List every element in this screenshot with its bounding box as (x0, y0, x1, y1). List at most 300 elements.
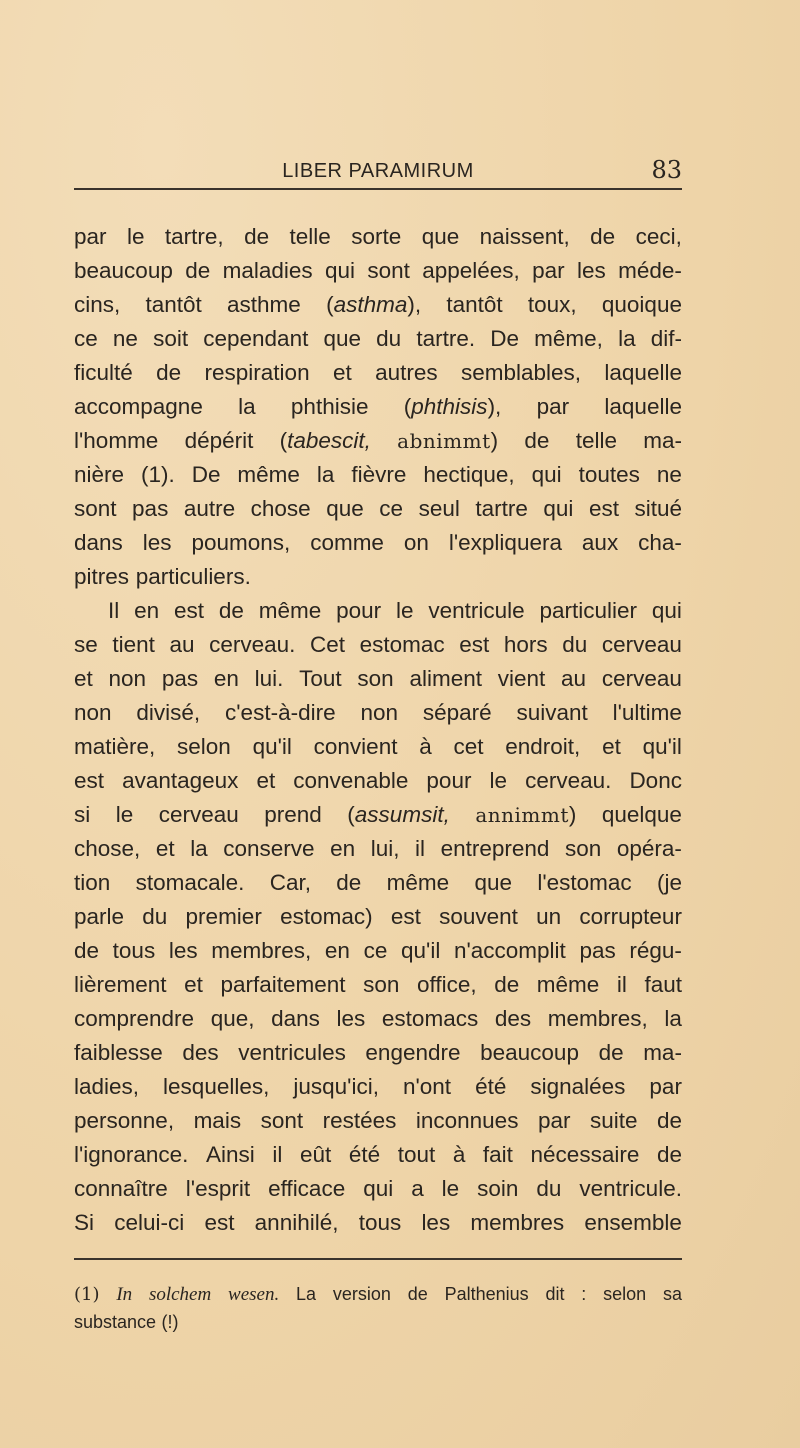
word: cins, (74, 292, 121, 317)
word: quelque (601, 802, 682, 827)
word: comme (310, 530, 384, 555)
word: cerveau (158, 802, 239, 827)
word: appelées, (422, 258, 520, 283)
word: aliment (409, 666, 482, 691)
footnote-marker: (1) (74, 1284, 100, 1305)
word: respiration (204, 360, 310, 385)
text-line (74, 866, 682, 900)
word: ce (363, 938, 388, 963)
word: du (562, 632, 588, 657)
word: est (459, 632, 490, 657)
word: été (475, 1074, 507, 1099)
text-line (74, 594, 682, 628)
word: laquelle (604, 360, 682, 385)
latin-term: asthma (333, 292, 408, 317)
word: et (74, 666, 93, 691)
word: estomacs (381, 1006, 479, 1031)
word: à (419, 734, 432, 759)
word: de (590, 224, 616, 249)
word: beaucoup (480, 1040, 579, 1065)
word: Car, (269, 870, 311, 895)
word: chose, (74, 836, 141, 861)
word: parfaitement (220, 972, 346, 997)
word: se (74, 632, 98, 657)
word: ne (112, 326, 138, 351)
word: non (108, 666, 147, 691)
word: au (169, 632, 195, 657)
word: pour (426, 768, 472, 793)
word: selon (177, 734, 231, 759)
word: est (173, 598, 204, 623)
word: Si (74, 1210, 95, 1235)
word: par (649, 1074, 682, 1099)
body-text (74, 220, 682, 1240)
word: dif- (650, 326, 682, 351)
word: de (494, 972, 520, 997)
word: tartre (475, 496, 528, 521)
text-line (74, 390, 682, 424)
word: qu'il (401, 938, 441, 963)
word: régu- (629, 938, 682, 963)
word: hors (503, 632, 548, 657)
word: qui (543, 496, 574, 521)
word: pas (579, 938, 616, 963)
word: est (204, 1210, 235, 1235)
word: lièrement (74, 972, 167, 997)
word: hectique, (423, 462, 515, 487)
word: les (142, 530, 172, 555)
word: prend (264, 802, 322, 827)
word: jusqu'ici, (293, 1074, 379, 1099)
footnote-line (74, 1280, 682, 1308)
word: cerveau (601, 632, 682, 657)
word: il (415, 836, 426, 861)
footnote-rule (74, 1258, 682, 1260)
word: et (184, 972, 203, 997)
text-line (74, 1070, 682, 1104)
word: pitres (74, 564, 130, 589)
word: ma- (643, 428, 682, 453)
text-line (74, 356, 682, 390)
word: particuliers. (135, 564, 251, 589)
word: stomacale. (135, 870, 245, 895)
word: membres, (211, 938, 312, 963)
word: poumons, (191, 530, 291, 555)
word: en (213, 666, 239, 691)
word: et (256, 768, 276, 793)
word: sorte (351, 224, 402, 249)
word: nière (74, 462, 125, 487)
word: suivant (516, 700, 588, 725)
word: n'accomplit (453, 938, 566, 963)
word: la (618, 326, 636, 351)
word: son (565, 836, 602, 861)
word: ventricule (428, 598, 525, 623)
word: et (155, 836, 175, 861)
word: en (324, 938, 350, 963)
word: de (218, 598, 244, 623)
word: cependant (203, 326, 309, 351)
word: annihilé, (254, 1210, 339, 1235)
word: non (360, 700, 398, 725)
word: été (348, 1142, 381, 1167)
word: (assumsit, (347, 802, 450, 827)
word: au (561, 666, 587, 691)
word: lesquelles, (163, 1074, 270, 1099)
word: est (588, 496, 619, 521)
word: sa (662, 1284, 682, 1304)
word: faiblesse (74, 1040, 163, 1065)
text-line (74, 288, 682, 322)
word: ficulté (74, 360, 133, 385)
word: par (74, 224, 107, 249)
word: du (536, 1176, 562, 1201)
word: estomac (359, 632, 445, 657)
word: n'ont (402, 1074, 452, 1099)
text-line (74, 764, 682, 798)
word: vient (497, 666, 546, 691)
footnotes (74, 1280, 682, 1336)
word: la (316, 462, 335, 487)
word: accompagne (74, 394, 203, 419)
word: de (244, 224, 270, 249)
word: premier (185, 904, 262, 929)
word: De (490, 326, 520, 351)
word: nécessaire (530, 1142, 640, 1167)
word: l'estomac (537, 870, 632, 895)
word: qui (651, 598, 682, 623)
word: lui, (370, 836, 400, 861)
word: signalées (530, 1074, 626, 1099)
word: les (421, 1210, 451, 1235)
word: lui. (254, 666, 284, 691)
word: ventricule. (579, 1176, 682, 1201)
word: corrupteur (579, 904, 682, 929)
word: semblables, (460, 360, 582, 385)
word: comprendre (74, 1006, 195, 1031)
word: est (74, 768, 105, 793)
word: asthme (227, 292, 301, 317)
text-line (74, 1172, 682, 1206)
word: chose (250, 496, 311, 521)
word: avantageux (122, 768, 239, 793)
page-header (74, 150, 682, 186)
word: de (656, 1142, 682, 1167)
word: suite (589, 1108, 638, 1133)
word: aux (581, 530, 619, 555)
word: celui-ci (114, 1210, 185, 1235)
word: entreprend (440, 836, 550, 861)
word: que, (210, 1006, 255, 1031)
text-line (74, 254, 682, 288)
word: ensemble (584, 1210, 682, 1235)
latin-term: assumsit, (354, 802, 450, 827)
word: telle (575, 428, 617, 453)
word: opéra- (616, 836, 682, 861)
word: phthisie (290, 394, 369, 419)
word: même (536, 972, 600, 997)
word: tous (358, 1210, 402, 1235)
word: que (323, 326, 362, 351)
word: même (237, 462, 300, 487)
word: de (74, 938, 100, 963)
word: autre (183, 496, 236, 521)
word: substance (74, 1312, 157, 1332)
latin-term: wesen. (228, 1284, 280, 1305)
word: cerveau. (525, 768, 612, 793)
word: par (536, 394, 570, 419)
word: convient (313, 734, 398, 759)
word: annimmt) (475, 802, 577, 827)
word: soin (477, 1176, 519, 1201)
word: si (74, 802, 91, 827)
word: tout (397, 1142, 436, 1167)
word: fait (482, 1142, 513, 1167)
word: (phthisis), (403, 394, 502, 419)
text-line (74, 492, 682, 526)
word: par (537, 1108, 571, 1133)
word: souvent (439, 904, 518, 929)
word: de (156, 360, 182, 385)
word: fièvre (351, 462, 407, 487)
word: inconnues (415, 1108, 519, 1133)
word: en (330, 836, 356, 861)
word: (asthma), (326, 292, 422, 317)
word: l'esprit (185, 1176, 251, 1201)
word: : (581, 1284, 587, 1304)
word: connaître (74, 1176, 168, 1201)
word: efficace (268, 1176, 346, 1201)
word: il (272, 1142, 283, 1167)
word: Palthenius (444, 1284, 529, 1304)
word: Ainsi (205, 1142, 255, 1167)
text-line (74, 526, 682, 560)
word: tartre, (164, 224, 224, 249)
word: et (332, 360, 352, 385)
word: (tabescit, (279, 428, 371, 453)
word: le (441, 1176, 460, 1201)
word: autres (375, 360, 438, 385)
word: dans (74, 530, 123, 555)
word: les (577, 258, 606, 283)
text-line (74, 1138, 682, 1172)
word: naissent, (479, 224, 570, 249)
text-line (74, 322, 682, 356)
latin-term: In (116, 1284, 133, 1305)
text-line (74, 1036, 682, 1070)
word: le (115, 802, 134, 827)
word: divisé, (136, 700, 201, 725)
word: même, (534, 326, 603, 351)
word: ventricules (238, 1040, 346, 1065)
word: toux, (527, 292, 577, 317)
word: engendre (365, 1040, 461, 1065)
word: pas (161, 666, 199, 691)
word: dit (545, 1284, 565, 1304)
word: membres (470, 1210, 565, 1235)
word: maladies (222, 258, 313, 283)
word: que (474, 870, 513, 895)
word: sont (367, 258, 410, 283)
latin-term: solchem (148, 1284, 212, 1305)
text-line (74, 220, 682, 254)
word: que (326, 496, 364, 521)
word: en (134, 598, 160, 623)
text-line (74, 968, 682, 1002)
word: à (452, 1142, 466, 1167)
running-title: LIBER PARAMIRUM (282, 160, 474, 182)
word: de (185, 258, 211, 283)
word: le (126, 224, 145, 249)
word: qui (531, 462, 562, 487)
word: version (332, 1284, 391, 1304)
text-line (74, 832, 682, 866)
word: la (238, 394, 256, 419)
word: on (403, 530, 429, 555)
page-number: 83 (651, 156, 682, 184)
word: la (190, 836, 208, 861)
word: l'expliquera (448, 530, 562, 555)
word: est (390, 904, 421, 929)
word: De (191, 462, 221, 487)
word: qui (324, 258, 355, 283)
word: méde- (618, 258, 682, 283)
word: pour (336, 598, 382, 623)
word: (je (656, 870, 682, 895)
word: tous (112, 938, 156, 963)
word: selon (603, 1284, 647, 1304)
word: des (494, 1006, 532, 1031)
word: de (407, 1284, 428, 1304)
word: non (74, 700, 112, 725)
word: parle (74, 904, 125, 929)
word: restées (322, 1108, 397, 1133)
word: un (536, 904, 562, 929)
word: les (168, 938, 198, 963)
word: de (656, 1108, 682, 1133)
word: eût (299, 1142, 332, 1167)
word (228, 1280, 279, 1308)
word: ce (74, 326, 98, 351)
word: mais (193, 1108, 242, 1133)
word: l'ignorance. (74, 1142, 189, 1167)
word: de (524, 428, 550, 453)
word: ce (379, 496, 404, 521)
text-line (74, 900, 682, 934)
german-term: annimmt (475, 803, 569, 827)
word: membres, (547, 1006, 648, 1031)
word: c'est-à-dire (225, 700, 336, 725)
word: même (258, 598, 322, 623)
word: estomac) (280, 904, 373, 929)
word (149, 1280, 211, 1308)
word: dépérit (184, 428, 254, 453)
word: tartre. (416, 326, 476, 351)
text-line (74, 934, 682, 968)
word: Il (108, 598, 120, 623)
word: Donc (629, 768, 682, 793)
word: convenable (293, 768, 409, 793)
word: le (395, 598, 414, 623)
word: même (386, 870, 450, 895)
text-line (74, 1002, 682, 1036)
word: séparé (422, 700, 492, 725)
word: tantôt (446, 292, 503, 317)
word: situé (634, 496, 682, 521)
word: faut (644, 972, 682, 997)
word: ladies, (74, 1074, 140, 1099)
word: les (336, 1006, 366, 1031)
word: laquelle (604, 394, 682, 419)
word: qu'il (252, 734, 292, 759)
word: son (357, 666, 394, 691)
word: il (616, 972, 627, 997)
word: et (602, 734, 621, 759)
word: (!) (161, 1312, 179, 1332)
book-page (74, 150, 682, 1336)
footnote-line (74, 1308, 682, 1336)
word: l'homme (74, 428, 159, 453)
word: telle (289, 224, 331, 249)
word: tion (74, 870, 111, 895)
word: tantôt (145, 292, 202, 317)
text-line (74, 424, 682, 458)
latin-term: phthisis (411, 394, 488, 419)
word: dans (271, 1006, 320, 1031)
word (116, 1280, 132, 1308)
word: abnimmt) (397, 428, 499, 453)
word: tient (112, 632, 155, 657)
german-term: abnimmt (397, 429, 491, 453)
word: la (664, 1006, 682, 1031)
word: pas (132, 496, 169, 521)
word: qui (363, 1176, 394, 1201)
word: cet (453, 734, 484, 759)
word: son (363, 972, 400, 997)
word: ceci, (635, 224, 682, 249)
word: a (411, 1176, 424, 1201)
word: beaucoup (74, 258, 173, 283)
text-line (74, 696, 682, 730)
word: ne (656, 462, 682, 487)
text-line (74, 458, 682, 492)
word: le (489, 768, 508, 793)
word: qu'il (642, 734, 682, 759)
word: ma- (643, 1040, 682, 1065)
word: matière, (74, 734, 156, 759)
word: quoique (601, 292, 682, 317)
word: particulier (539, 598, 637, 623)
word: sont (74, 496, 117, 521)
word: des (182, 1040, 219, 1065)
text-line (74, 730, 682, 764)
word: de (598, 1040, 624, 1065)
word: cerveau (601, 666, 682, 691)
word: Cet (310, 632, 346, 657)
word: par (532, 258, 565, 283)
word: La (296, 1284, 317, 1304)
word: personne, (74, 1108, 175, 1133)
header-rule (74, 188, 682, 190)
text-line (74, 560, 682, 594)
word: l'ultime (612, 700, 682, 725)
text-line (74, 1104, 682, 1138)
text-line (74, 798, 682, 832)
word: sont (260, 1108, 304, 1133)
word: (1). (141, 462, 175, 487)
word: cerveau. (209, 632, 296, 657)
word: conserve (223, 836, 315, 861)
